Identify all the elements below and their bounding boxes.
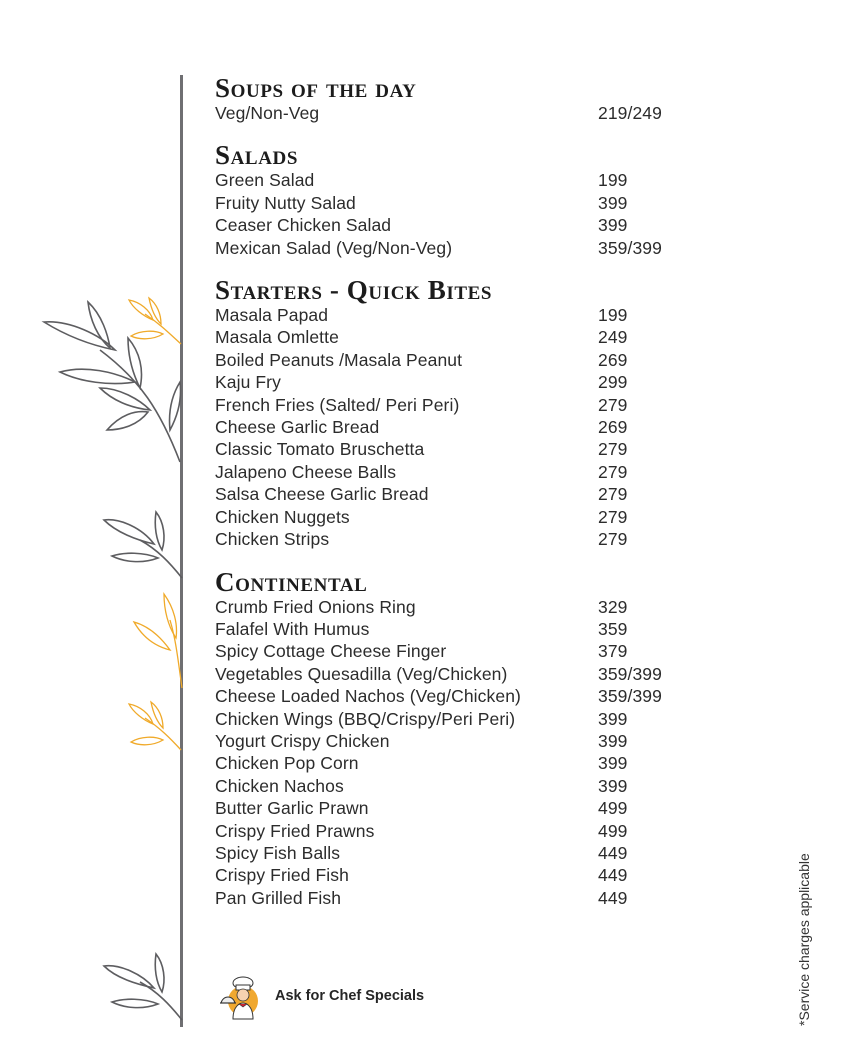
item-name: Masala Papad bbox=[215, 305, 329, 326]
menu-item bbox=[215, 461, 695, 483]
menu-item bbox=[215, 237, 695, 259]
chef-icon bbox=[219, 975, 263, 1021]
item-name: Yogurt Crispy Chicken bbox=[215, 730, 390, 751]
leaf-branch-gray-mid-icon bbox=[100, 508, 184, 580]
menu-item bbox=[215, 730, 695, 752]
menu-item bbox=[215, 102, 695, 124]
item-price: 499 bbox=[598, 798, 628, 819]
menu-item bbox=[215, 887, 695, 909]
menu-item bbox=[215, 708, 695, 730]
item-name: Pan Grilled Fish bbox=[215, 887, 342, 908]
menu-item bbox=[215, 416, 695, 438]
menu-item bbox=[215, 685, 695, 707]
item-price: 219/249 bbox=[598, 103, 662, 123]
menu-item bbox=[215, 349, 695, 371]
menu-item bbox=[215, 797, 695, 819]
menu-item bbox=[215, 169, 695, 191]
section-soups bbox=[215, 74, 695, 124]
menu-item bbox=[215, 752, 695, 774]
leaf-branch-gold-low-icon bbox=[125, 700, 183, 752]
item-name: Chicken Strips bbox=[215, 529, 330, 550]
item-price: 299 bbox=[598, 372, 628, 393]
item-price: 499 bbox=[598, 820, 628, 841]
section-title: Salads bbox=[215, 140, 299, 171]
menu-item bbox=[215, 214, 695, 236]
menu-content bbox=[215, 74, 695, 926]
menu-item bbox=[215, 640, 695, 662]
item-price: 199 bbox=[598, 305, 628, 326]
item-name: Mexican Salad (Veg/Non-Veg) bbox=[215, 237, 453, 258]
leaf-branch-gold-top-icon bbox=[125, 296, 183, 348]
menu-item bbox=[215, 438, 695, 460]
item-name: Spicy Fish Balls bbox=[215, 842, 341, 863]
item-name: Chicken Wings (BBQ/Crispy/Peri Peri) bbox=[215, 708, 516, 729]
item-price: 279 bbox=[598, 394, 628, 415]
leaf-branch-gold-mid-icon bbox=[130, 590, 186, 690]
item-name: Falafel With Humus bbox=[215, 618, 370, 639]
item-price: 399 bbox=[598, 192, 628, 213]
menu-item bbox=[215, 326, 695, 348]
menu-item bbox=[215, 394, 695, 416]
section-continental bbox=[215, 568, 695, 910]
section-title: Continental bbox=[215, 566, 368, 597]
item-name: Kaju Fry bbox=[215, 372, 281, 393]
item-name: Crispy Fried Prawns bbox=[215, 820, 375, 841]
item-name: Vegetables Quesadilla (Veg/Chicken) bbox=[215, 663, 508, 684]
service-charge-note: *Service charges applicable bbox=[796, 853, 812, 1026]
item-price: 279 bbox=[598, 506, 628, 527]
menu-item bbox=[215, 506, 695, 528]
item-name: Cheese Loaded Nachos (Veg/Chicken) bbox=[215, 686, 521, 707]
item-price: 359/399 bbox=[598, 663, 662, 684]
item-price: 269 bbox=[598, 417, 628, 438]
item-price: 449 bbox=[598, 887, 628, 908]
section-starters bbox=[215, 276, 695, 550]
menu-item bbox=[215, 192, 695, 214]
item-price: 399 bbox=[598, 215, 628, 236]
item-price: 379 bbox=[598, 641, 628, 662]
item-name: Chicken Nachos bbox=[215, 775, 344, 796]
item-price: 359/399 bbox=[598, 686, 662, 707]
menu-item bbox=[215, 528, 695, 550]
item-name: Cheese Garlic Bread bbox=[215, 417, 380, 438]
item-price: 279 bbox=[598, 439, 628, 460]
item-price: 279 bbox=[598, 484, 628, 505]
item-price: 269 bbox=[598, 349, 628, 370]
item-name: Veg/Non-Veg bbox=[215, 103, 320, 123]
menu-item bbox=[215, 775, 695, 797]
menu-item bbox=[215, 663, 695, 685]
item-price: 399 bbox=[598, 753, 628, 774]
item-name: Crumb Fried Onions Ring bbox=[215, 596, 416, 617]
item-price: 329 bbox=[598, 596, 628, 617]
item-name: Salsa Cheese Garlic Bread bbox=[215, 484, 429, 505]
item-price: 399 bbox=[598, 730, 628, 751]
menu-item bbox=[215, 842, 695, 864]
item-name: Jalapeno Cheese Balls bbox=[215, 461, 397, 482]
section-title: Soups of the day bbox=[215, 73, 417, 103]
section-title: Starters - Quick Bites bbox=[215, 275, 493, 306]
section-salads bbox=[215, 141, 695, 259]
item-price: 399 bbox=[598, 775, 628, 796]
menu-item bbox=[215, 371, 695, 393]
menu-item bbox=[215, 864, 695, 886]
item-name: Chicken Pop Corn bbox=[215, 753, 359, 774]
item-price: 279 bbox=[598, 461, 628, 482]
item-price: 199 bbox=[598, 170, 628, 191]
item-price: 359/399 bbox=[598, 237, 662, 258]
item-price: 279 bbox=[598, 529, 628, 550]
item-price: 449 bbox=[598, 865, 628, 886]
item-name: Butter Garlic Prawn bbox=[215, 798, 369, 819]
chef-specials-label: Ask for Chef Specials bbox=[275, 988, 425, 1004]
menu-item bbox=[215, 483, 695, 505]
menu-item bbox=[215, 618, 695, 640]
item-price: 399 bbox=[598, 708, 628, 729]
item-price: 359 bbox=[598, 618, 628, 639]
item-price: 249 bbox=[598, 327, 628, 348]
menu-item bbox=[215, 820, 695, 842]
item-name: Green Salad bbox=[215, 170, 315, 191]
menu-item bbox=[215, 596, 695, 618]
item-name: Crispy Fried Fish bbox=[215, 865, 349, 886]
item-name: Ceaser Chicken Salad bbox=[215, 215, 392, 236]
item-name: Boiled Peanuts /Masala Peanut bbox=[215, 349, 463, 370]
item-name: Chicken Nuggets bbox=[215, 506, 350, 527]
item-name: Masala Omlette bbox=[215, 327, 339, 348]
menu-item bbox=[215, 304, 695, 326]
item-name: Spicy Cottage Cheese Finger bbox=[215, 641, 447, 662]
item-price: 449 bbox=[598, 842, 628, 863]
leaf-branch-gray-bottom-icon bbox=[100, 950, 184, 1022]
item-name: Classic Tomato Bruschetta bbox=[215, 439, 425, 460]
item-name: Fruity Nutty Salad bbox=[215, 192, 356, 213]
item-name: French Fries (Salted/ Peri Peri) bbox=[215, 394, 460, 415]
